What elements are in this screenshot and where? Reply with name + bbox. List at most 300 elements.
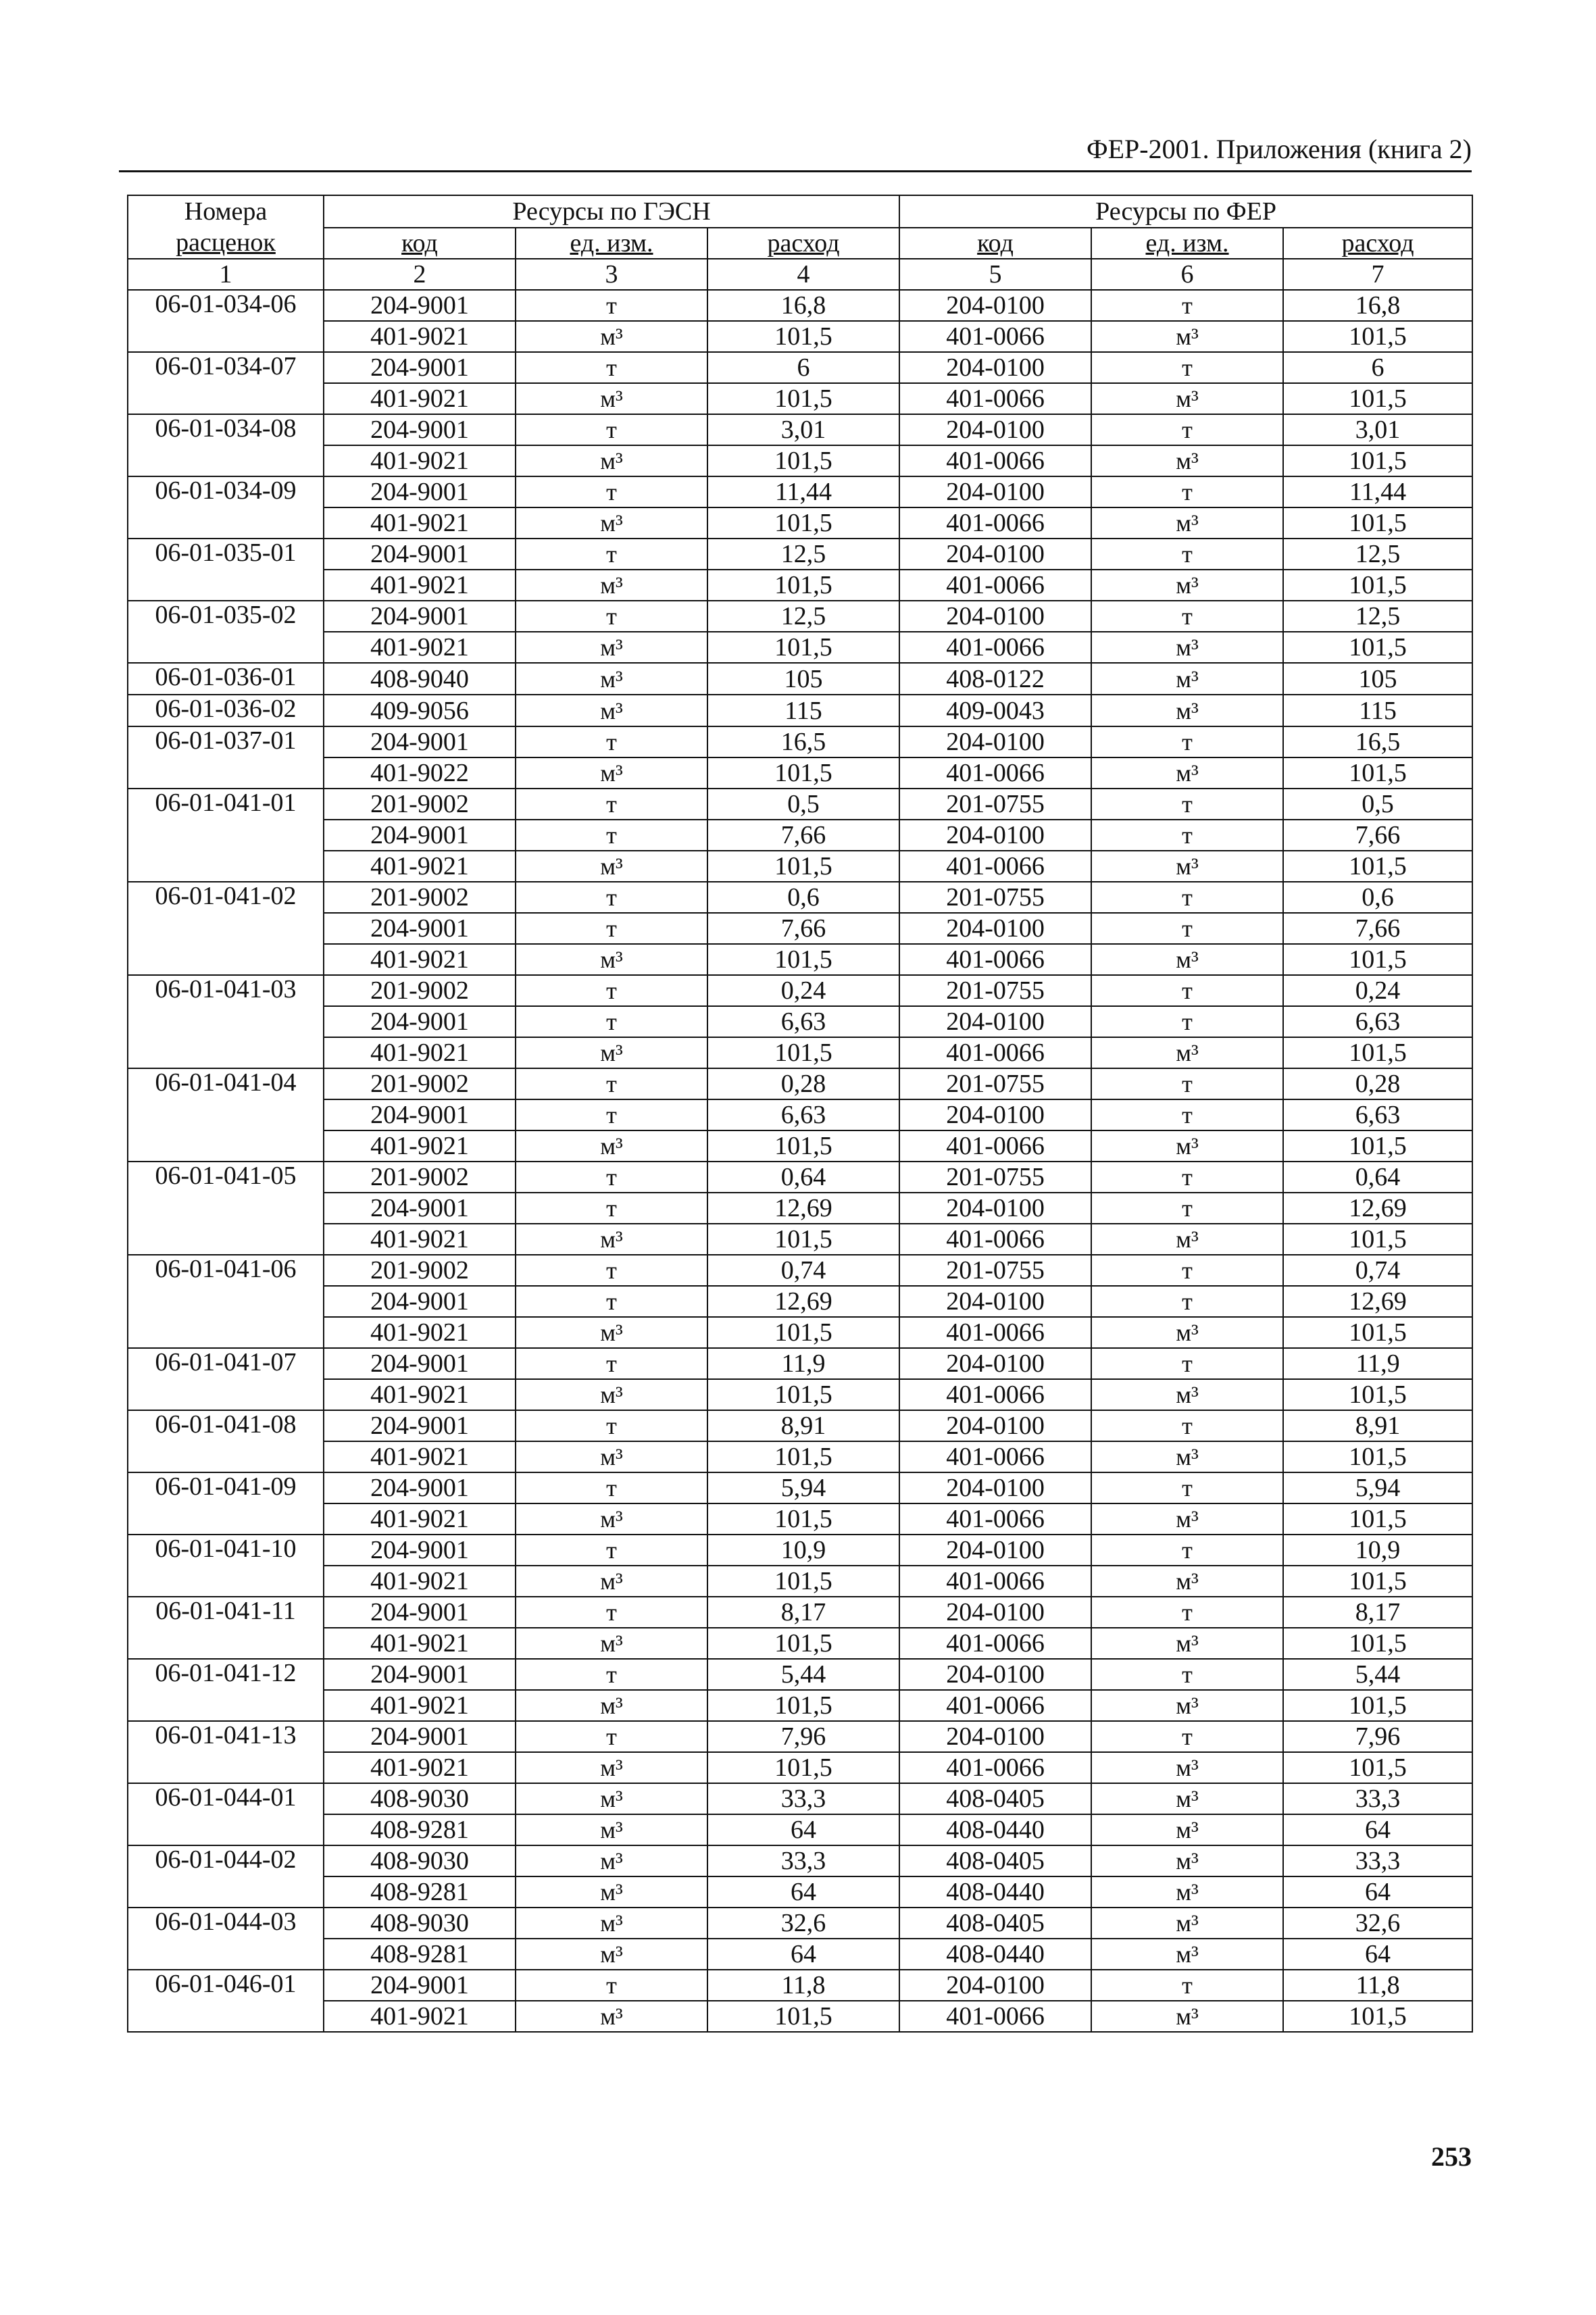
table-row xyxy=(128,1317,1472,1348)
gesn-code-cell: 408-9281 xyxy=(324,1939,516,1970)
gesn-code-cell: 408-9281 xyxy=(324,1814,516,1845)
fer-code-cell: 401-0066 xyxy=(899,1130,1091,1162)
gesn-unit-cell: м³ xyxy=(516,383,707,414)
table-row xyxy=(128,1441,1472,1472)
fer-consumption-cell: 33,3 xyxy=(1283,1783,1472,1814)
gesn-consumption-cell: 11,44 xyxy=(707,476,899,507)
fer-unit-cell: т xyxy=(1091,539,1283,570)
gesn-unit-cell: т xyxy=(516,352,707,383)
gesn-unit-cell: м³ xyxy=(516,1690,707,1721)
gesn-unit-cell: т xyxy=(516,414,707,445)
gesn-consumption-cell: 8,17 xyxy=(707,1597,899,1628)
gesn-code-cell: 401-9021 xyxy=(324,1566,516,1597)
fer-code-cell: 401-0066 xyxy=(899,1224,1091,1255)
gesn-code-cell: 204-9001 xyxy=(324,1597,516,1628)
gesn-consumption-cell: 0,64 xyxy=(707,1162,899,1193)
fer-code-cell: 408-0440 xyxy=(899,1939,1091,1970)
fer-consumption-cell: 101,5 xyxy=(1283,1037,1472,1068)
fer-code-cell: 401-0066 xyxy=(899,570,1091,601)
gesn-unit-cell: т xyxy=(516,476,707,507)
gesn-consumption-cell: 16,5 xyxy=(707,726,899,757)
gesn-unit-cell: т xyxy=(516,290,707,321)
fer-code-cell: 204-0100 xyxy=(899,414,1091,445)
table-row xyxy=(128,1690,1472,1721)
gesn-consumption-cell: 101,5 xyxy=(707,757,899,789)
fer-code-cell: 401-0066 xyxy=(899,1317,1091,1348)
column-number: 7 xyxy=(1283,259,1472,290)
gesn-unit-cell: т xyxy=(516,1659,707,1690)
fer-code-cell: 204-0100 xyxy=(899,1193,1091,1224)
table-row xyxy=(128,1348,1472,1379)
table-row xyxy=(128,383,1472,414)
gesn-consumption-cell: 101,5 xyxy=(707,1752,899,1783)
rate-number-cell: 06-01-041-13 xyxy=(128,1721,324,1783)
gesn-code-cell: 204-9001 xyxy=(324,1193,516,1224)
running-title: ФЕР-2001. Приложения (книга 2) xyxy=(119,132,1472,172)
gesn-consumption-cell: 12,69 xyxy=(707,1193,899,1224)
gesn-consumption-cell: 7,66 xyxy=(707,820,899,851)
gesn-unit-cell: м³ xyxy=(516,445,707,476)
gesn-consumption-cell: 6 xyxy=(707,352,899,383)
table-row xyxy=(128,1535,1472,1566)
fer-code-cell: 401-0066 xyxy=(899,2001,1091,2032)
fer-consumption-cell: 101,5 xyxy=(1283,1690,1472,1721)
gesn-consumption-cell: 101,5 xyxy=(707,851,899,882)
gesn-code-cell: 401-9021 xyxy=(324,851,516,882)
table-row xyxy=(128,1876,1472,1908)
table-row xyxy=(128,1379,1472,1410)
gesn-code-cell: 201-9002 xyxy=(324,975,516,1006)
fer-unit-cell: м³ xyxy=(1091,1130,1283,1162)
gesn-unit-cell: т xyxy=(516,882,707,913)
gesn-consumption-cell: 101,5 xyxy=(707,321,899,352)
rate-number-cell: 06-01-037-01 xyxy=(128,726,324,789)
gesn-code-cell: 204-9001 xyxy=(324,1659,516,1690)
gesn-unit-cell: м³ xyxy=(516,757,707,789)
fer-code-cell: 201-0755 xyxy=(899,1162,1091,1193)
gesn-code-cell: 204-9001 xyxy=(324,1472,516,1503)
gesn-consumption-cell: 101,5 xyxy=(707,1441,899,1472)
fer-consumption-cell: 101,5 xyxy=(1283,570,1472,601)
table-row xyxy=(128,1006,1472,1037)
gesn-consumption-cell: 16,8 xyxy=(707,290,899,321)
fer-code-cell: 204-0100 xyxy=(899,290,1091,321)
rate-number-header xyxy=(128,195,324,259)
rate-number-cell: 06-01-034-07 xyxy=(128,352,324,414)
gesn-code-cell: 204-9001 xyxy=(324,820,516,851)
fer-consumption-cell: 0,5 xyxy=(1283,789,1472,820)
gesn-consumption-cell: 6,63 xyxy=(707,1099,899,1130)
gesn-consumption-cell: 0,24 xyxy=(707,975,899,1006)
table-row xyxy=(128,1193,1472,1224)
fer-code-cell: 204-0100 xyxy=(899,726,1091,757)
column-number: 1 xyxy=(128,259,324,290)
gesn-unit-cell: т xyxy=(516,1597,707,1628)
gesn-consumption-cell: 101,5 xyxy=(707,632,899,663)
fer-code-cell: 409-0043 xyxy=(899,695,1091,726)
rate-number-cell: 06-01-041-03 xyxy=(128,975,324,1068)
fer-unit-cell: т xyxy=(1091,1099,1283,1130)
gesn-code-cell: 204-9001 xyxy=(324,476,516,507)
gesn-unit-cell: м³ xyxy=(516,321,707,352)
gesn-code-cell: 401-9021 xyxy=(324,1037,516,1068)
table-row xyxy=(128,1845,1472,1876)
rate-number-cell: 06-01-036-01 xyxy=(128,663,324,695)
table-row xyxy=(128,1721,1472,1752)
fer-unit-cell: т xyxy=(1091,1348,1283,1379)
fer-code-cell: 401-0066 xyxy=(899,1379,1091,1410)
gesn-code-cell: 204-9001 xyxy=(324,1410,516,1441)
table-row xyxy=(128,570,1472,601)
fer-code-cell: 204-0100 xyxy=(899,1597,1091,1628)
fer-consumption-cell: 12,69 xyxy=(1283,1286,1472,1317)
rate-number-cell: 06-01-034-06 xyxy=(128,290,324,352)
gesn-code-cell: 204-9001 xyxy=(324,913,516,944)
fer-consumption-cell: 101,5 xyxy=(1283,1752,1472,1783)
table-row xyxy=(128,1224,1472,1255)
gesn-consumption-cell: 10,9 xyxy=(707,1535,899,1566)
gesn-consumption-cell: 101,5 xyxy=(707,1503,899,1535)
fer-consumption-cell: 0,64 xyxy=(1283,1162,1472,1193)
gesn-code-cell: 204-9001 xyxy=(324,1006,516,1037)
gesn-code-cell: 204-9001 xyxy=(324,1286,516,1317)
fer-code-cell: 201-0755 xyxy=(899,882,1091,913)
fer-consumption-cell: 0,6 xyxy=(1283,882,1472,913)
gesn-unit-cell: т xyxy=(516,1068,707,1099)
rate-number-cell: 06-01-041-04 xyxy=(128,1068,324,1162)
fer-consumption-cell: 0,28 xyxy=(1283,1068,1472,1099)
table-row xyxy=(128,975,1472,1006)
fer-resources-header: Ресурсы по ФЕР xyxy=(899,195,1472,228)
gesn-code-cell: 401-9021 xyxy=(324,507,516,539)
fer-code-cell: 401-0066 xyxy=(899,1752,1091,1783)
gesn-code-header: код xyxy=(324,228,516,259)
table-row xyxy=(128,1659,1472,1690)
fer-code-cell: 401-0066 xyxy=(899,1441,1091,1472)
fer-unit-cell: м³ xyxy=(1091,383,1283,414)
fer-unit-cell: т xyxy=(1091,1255,1283,1286)
gesn-unit-cell: м³ xyxy=(516,1130,707,1162)
gesn-unit-cell: м³ xyxy=(516,1317,707,1348)
gesn-unit-cell: т xyxy=(516,1006,707,1037)
table-row xyxy=(128,321,1472,352)
column-number: 2 xyxy=(324,259,516,290)
gesn-code-cell: 401-9021 xyxy=(324,1224,516,1255)
gesn-code-cell: 201-9002 xyxy=(324,1255,516,1286)
page-number: 253 xyxy=(1431,2141,1472,2172)
gesn-unit-cell: м³ xyxy=(516,1566,707,1597)
fer-code-cell: 401-0066 xyxy=(899,383,1091,414)
fer-consumption-cell: 101,5 xyxy=(1283,1441,1472,1472)
fer-consumption-cell: 101,5 xyxy=(1283,944,1472,975)
rate-number-cell: 06-01-041-09 xyxy=(128,1472,324,1535)
rate-number-cell: 06-01-044-03 xyxy=(128,1908,324,1970)
table-row xyxy=(128,1752,1472,1783)
fer-unit-cell: т xyxy=(1091,789,1283,820)
table-row xyxy=(128,1566,1472,1597)
fer-unit-cell: т xyxy=(1091,1006,1283,1037)
fer-unit-cell: м³ xyxy=(1091,1441,1283,1472)
fer-consumption-cell: 101,5 xyxy=(1283,321,1472,352)
gesn-consumption-cell: 33,3 xyxy=(707,1783,899,1814)
gesn-code-cell: 401-9021 xyxy=(324,1379,516,1410)
gesn-code-cell: 204-9001 xyxy=(324,414,516,445)
gesn-unit-cell: м³ xyxy=(516,2001,707,2032)
gesn-code-cell: 401-9021 xyxy=(324,1441,516,1472)
fer-consumption-cell: 101,5 xyxy=(1283,2001,1472,2032)
fer-consumption-cell: 101,5 xyxy=(1283,1566,1472,1597)
fer-unit-cell: м³ xyxy=(1091,851,1283,882)
fer-consumption-cell: 16,5 xyxy=(1283,726,1472,757)
fer-unit-cell: м³ xyxy=(1091,1939,1283,1970)
fer-code-cell: 201-0755 xyxy=(899,1068,1091,1099)
table-row xyxy=(128,1970,1472,2001)
gesn-unit-cell: м³ xyxy=(516,1814,707,1845)
fer-unit-cell: м³ xyxy=(1091,445,1283,476)
table-row xyxy=(128,1503,1472,1535)
gesn-code-cell: 401-9021 xyxy=(324,632,516,663)
gesn-code-cell: 401-9021 xyxy=(324,1752,516,1783)
fer-consumption-cell: 6,63 xyxy=(1283,1006,1472,1037)
table-row xyxy=(128,1130,1472,1162)
gesn-code-cell: 401-9021 xyxy=(324,383,516,414)
gesn-code-cell: 401-9021 xyxy=(324,1130,516,1162)
gesn-unit-cell: т xyxy=(516,601,707,632)
fer-unit-cell: т xyxy=(1091,726,1283,757)
fer-code-cell: 201-0755 xyxy=(899,975,1091,1006)
resources-table xyxy=(127,195,1473,2033)
gesn-unit-cell: т xyxy=(516,975,707,1006)
table-row xyxy=(128,913,1472,944)
gesn-code-cell: 401-9021 xyxy=(324,944,516,975)
column-number: 5 xyxy=(899,259,1091,290)
gesn-code-cell: 401-9021 xyxy=(324,1628,516,1659)
fer-code-cell: 204-0100 xyxy=(899,1348,1091,1379)
rate-number-cell: 06-01-041-10 xyxy=(128,1535,324,1597)
rate-number-cell: 06-01-041-08 xyxy=(128,1410,324,1472)
gesn-unit-cell: т xyxy=(516,1348,707,1379)
gesn-unit-cell: т xyxy=(516,789,707,820)
table-row xyxy=(128,539,1472,570)
fer-consumption-cell: 7,66 xyxy=(1283,820,1472,851)
table-row xyxy=(128,851,1472,882)
table-row xyxy=(128,1410,1472,1441)
rate-number-header-line2: расценок xyxy=(176,228,276,257)
table-row xyxy=(128,1286,1472,1317)
column-number: 4 xyxy=(707,259,899,290)
fer-code-cell: 401-0066 xyxy=(899,632,1091,663)
gesn-consumption-cell: 0,6 xyxy=(707,882,899,913)
gesn-consumption-cell: 101,5 xyxy=(707,570,899,601)
gesn-consumption-cell: 105 xyxy=(707,663,899,695)
fer-unit-cell: м³ xyxy=(1091,1876,1283,1908)
fer-consumption-cell: 5,44 xyxy=(1283,1659,1472,1690)
fer-code-cell: 204-0100 xyxy=(899,352,1091,383)
fer-unit-cell: м³ xyxy=(1091,1752,1283,1783)
fer-consumption-cell: 3,01 xyxy=(1283,414,1472,445)
fer-unit-cell: м³ xyxy=(1091,1628,1283,1659)
gesn-unit-cell: м³ xyxy=(516,632,707,663)
fer-unit-cell: м³ xyxy=(1091,1690,1283,1721)
gesn-unit-cell: т xyxy=(516,1721,707,1752)
fer-code-cell: 204-0100 xyxy=(899,539,1091,570)
rate-number-cell: 06-01-035-01 xyxy=(128,539,324,601)
gesn-unit-cell: м³ xyxy=(516,1845,707,1876)
table-row xyxy=(128,414,1472,445)
table-row xyxy=(128,1068,1472,1099)
fer-code-cell: 401-0066 xyxy=(899,851,1091,882)
table-row xyxy=(128,1628,1472,1659)
fer-consumption-cell: 101,5 xyxy=(1283,1130,1472,1162)
gesn-consumption-cell: 0,74 xyxy=(707,1255,899,1286)
gesn-consumption-cell: 115 xyxy=(707,695,899,726)
table-row xyxy=(128,1597,1472,1628)
gesn-unit-cell: т xyxy=(516,820,707,851)
gesn-unit-cell: т xyxy=(516,539,707,570)
fer-consumption-header: расход xyxy=(1283,228,1472,259)
fer-code-cell: 408-0440 xyxy=(899,1814,1091,1845)
gesn-unit-cell: м³ xyxy=(516,663,707,695)
fer-unit-cell: т xyxy=(1091,1535,1283,1566)
fer-unit-cell: м³ xyxy=(1091,1908,1283,1939)
fer-unit-cell: м³ xyxy=(1091,1845,1283,1876)
fer-code-cell: 408-0440 xyxy=(899,1876,1091,1908)
rate-number-cell: 06-01-041-06 xyxy=(128,1255,324,1348)
fer-unit-cell: т xyxy=(1091,1193,1283,1224)
fer-code-cell: 204-0100 xyxy=(899,913,1091,944)
fer-code-cell: 204-0100 xyxy=(899,1659,1091,1690)
gesn-code-cell: 204-9001 xyxy=(324,290,516,321)
table-row xyxy=(128,1472,1472,1503)
rate-number-cell: 06-01-041-05 xyxy=(128,1162,324,1255)
fer-consumption-cell: 11,9 xyxy=(1283,1348,1472,1379)
gesn-unit-header: ед. изм. xyxy=(516,228,707,259)
table-row xyxy=(128,757,1472,789)
gesn-code-cell: 204-9001 xyxy=(324,539,516,570)
table-head xyxy=(128,195,1472,290)
rate-number-header-line1: Номера xyxy=(184,197,268,226)
gesn-consumption-cell: 3,01 xyxy=(707,414,899,445)
rate-number-cell: 06-01-034-09 xyxy=(128,476,324,539)
rate-number-cell: 06-01-041-02 xyxy=(128,882,324,975)
fer-code-cell: 401-0066 xyxy=(899,445,1091,476)
table-row xyxy=(128,507,1472,539)
gesn-code-cell: 401-9021 xyxy=(324,570,516,601)
fer-consumption-cell: 101,5 xyxy=(1283,1503,1472,1535)
fer-consumption-cell: 7,66 xyxy=(1283,913,1472,944)
fer-consumption-cell: 101,5 xyxy=(1283,1224,1472,1255)
fer-consumption-cell: 101,5 xyxy=(1283,757,1472,789)
gesn-code-cell: 204-9001 xyxy=(324,1535,516,1566)
gesn-code-cell: 204-9001 xyxy=(324,1348,516,1379)
table-row xyxy=(128,1255,1472,1286)
fer-unit-cell: м³ xyxy=(1091,1814,1283,1845)
gesn-consumption-cell: 12,5 xyxy=(707,539,899,570)
gesn-consumption-cell: 5,44 xyxy=(707,1659,899,1690)
column-number: 3 xyxy=(516,259,707,290)
fer-code-cell: 204-0100 xyxy=(899,1006,1091,1037)
fer-code-cell: 401-0066 xyxy=(899,1566,1091,1597)
gesn-unit-cell: м³ xyxy=(516,1908,707,1939)
table-row xyxy=(128,1939,1472,1970)
fer-code-cell: 401-0066 xyxy=(899,944,1091,975)
gesn-resources-header: Ресурсы по ГЭСН xyxy=(324,195,899,228)
fer-unit-cell: т xyxy=(1091,1970,1283,2001)
fer-unit-cell: м³ xyxy=(1091,944,1283,975)
table-row xyxy=(128,695,1472,726)
table-row xyxy=(128,882,1472,913)
gesn-unit-cell: т xyxy=(516,1472,707,1503)
fer-unit-cell: т xyxy=(1091,882,1283,913)
table-row xyxy=(128,944,1472,975)
fer-consumption-cell: 6 xyxy=(1283,352,1472,383)
table-row xyxy=(128,1814,1472,1845)
gesn-code-cell: 401-9021 xyxy=(324,1503,516,1535)
fer-unit-cell: м³ xyxy=(1091,1317,1283,1348)
gesn-unit-cell: т xyxy=(516,726,707,757)
fer-consumption-cell: 7,96 xyxy=(1283,1721,1472,1752)
fer-unit-cell: м³ xyxy=(1091,321,1283,352)
gesn-consumption-cell: 101,5 xyxy=(707,1317,899,1348)
rate-number-cell: 06-01-044-02 xyxy=(128,1845,324,1908)
gesn-consumption-cell: 32,6 xyxy=(707,1908,899,1939)
gesn-code-cell: 408-9281 xyxy=(324,1876,516,1908)
table-row xyxy=(128,1099,1472,1130)
gesn-consumption-cell: 12,5 xyxy=(707,601,899,632)
fer-unit-cell: т xyxy=(1091,601,1283,632)
fer-code-cell: 408-0122 xyxy=(899,663,1091,695)
fer-consumption-cell: 5,94 xyxy=(1283,1472,1472,1503)
gesn-consumption-cell: 0,5 xyxy=(707,789,899,820)
fer-unit-cell: м³ xyxy=(1091,757,1283,789)
fer-code-cell: 204-0100 xyxy=(899,1099,1091,1130)
fer-consumption-cell: 33,3 xyxy=(1283,1845,1472,1876)
table-row xyxy=(128,820,1472,851)
fer-unit-cell: м³ xyxy=(1091,1783,1283,1814)
fer-unit-cell: м³ xyxy=(1091,507,1283,539)
gesn-unit-cell: м³ xyxy=(516,1224,707,1255)
fer-consumption-cell: 8,17 xyxy=(1283,1597,1472,1628)
gesn-code-cell: 401-9022 xyxy=(324,757,516,789)
rate-number-cell: 06-01-044-01 xyxy=(128,1783,324,1845)
gesn-consumption-cell: 64 xyxy=(707,1939,899,1970)
table-row xyxy=(128,1037,1472,1068)
fer-consumption-cell: 101,5 xyxy=(1283,507,1472,539)
table-row xyxy=(128,1783,1472,1814)
gesn-unit-cell: м³ xyxy=(516,507,707,539)
fer-unit-cell: т xyxy=(1091,975,1283,1006)
gesn-unit-cell: т xyxy=(516,1162,707,1193)
gesn-unit-cell: т xyxy=(516,1255,707,1286)
gesn-consumption-cell: 101,5 xyxy=(707,383,899,414)
fer-consumption-cell: 105 xyxy=(1283,663,1472,695)
gesn-code-cell: 204-9001 xyxy=(324,1099,516,1130)
gesn-consumption-cell: 101,5 xyxy=(707,944,899,975)
table-row xyxy=(128,789,1472,820)
gesn-consumption-cell: 101,5 xyxy=(707,1037,899,1068)
fer-unit-cell: м³ xyxy=(1091,1379,1283,1410)
gesn-consumption-cell: 101,5 xyxy=(707,1224,899,1255)
gesn-unit-cell: т xyxy=(516,913,707,944)
gesn-consumption-cell: 64 xyxy=(707,1814,899,1845)
gesn-unit-cell: м³ xyxy=(516,944,707,975)
table-row xyxy=(128,663,1472,695)
fer-consumption-cell: 101,5 xyxy=(1283,1628,1472,1659)
gesn-code-cell: 401-9021 xyxy=(324,1690,516,1721)
gesn-unit-cell: м³ xyxy=(516,851,707,882)
fer-consumption-cell: 10,9 xyxy=(1283,1535,1472,1566)
fer-unit-cell: т xyxy=(1091,1597,1283,1628)
